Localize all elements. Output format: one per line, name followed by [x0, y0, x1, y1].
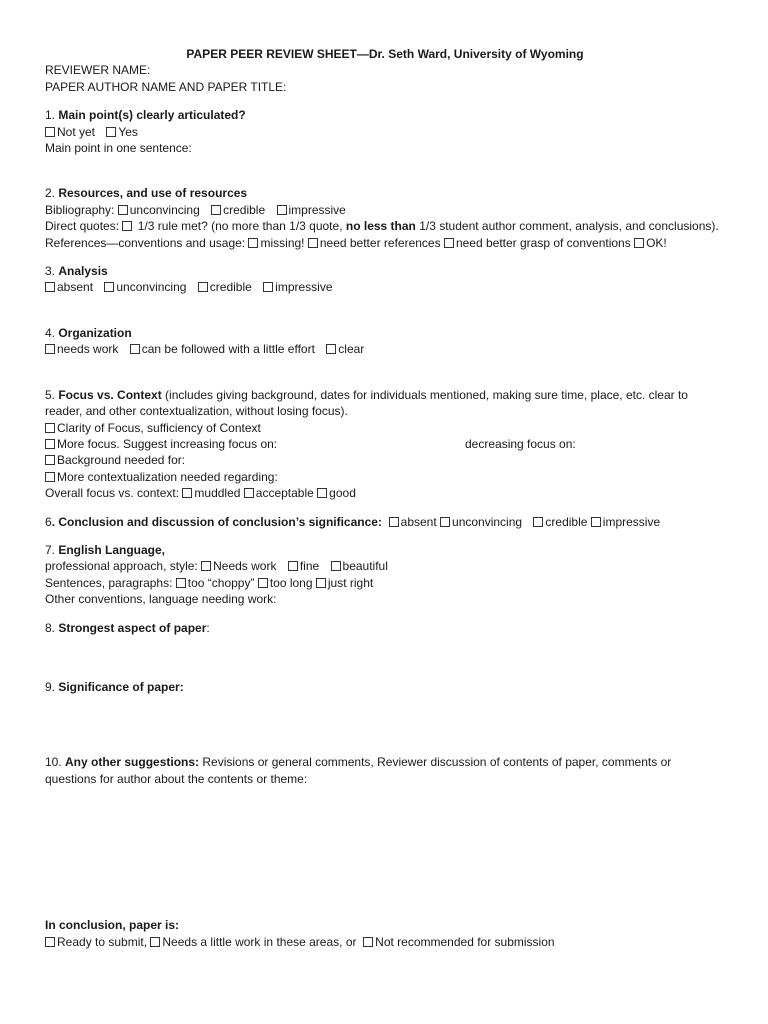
- option-unconvincing[interactable]: unconvincing: [440, 515, 522, 529]
- option-ok[interactable]: OK!: [634, 236, 667, 250]
- checkbox-icon[interactable]: [45, 282, 55, 292]
- option-needs-a-little-work[interactable]: Needs a little work in these areas, or: [150, 935, 356, 949]
- option-just-right[interactable]: just right: [316, 576, 373, 590]
- checkbox-icon[interactable]: [45, 472, 55, 482]
- direct-quotes-row: Direct quotes: 1/3 rule met? (no more than 1/3 quote, no less than 1/3 student author comment, analysis, and conclusions).: [45, 219, 719, 234]
- checkbox-icon[interactable]: [45, 439, 55, 449]
- review-sheet: [45, 46, 725, 950]
- section-4-heading: 4. Organization: [45, 325, 132, 340]
- checkbox-icon[interactable]: [363, 937, 373, 947]
- checkbox-icon[interactable]: [533, 517, 543, 527]
- option-impressive[interactable]: impressive: [277, 203, 346, 217]
- option-followed-with-effort[interactable]: can be followed with a little effort: [130, 342, 315, 356]
- checkbox-icon[interactable]: [45, 423, 55, 433]
- section-6-row: 6. Conclusion and discussion of conclusion’s significance: absent unconvincing credible impressive: [45, 514, 661, 529]
- reviewer-name-label: REVIEWER NAME:: [45, 63, 151, 78]
- section-2-heading: 2. Resources, and use of resources: [45, 186, 248, 201]
- option-need-better-references[interactable]: need better references: [308, 236, 441, 250]
- checkbox-icon[interactable]: [389, 517, 399, 527]
- option-absent[interactable]: absent: [45, 280, 93, 294]
- checkbox-icon[interactable]: [440, 517, 450, 527]
- section-1-heading: 1. Main point(s) clearly articulated?: [45, 108, 246, 123]
- checkbox-icon[interactable]: [634, 238, 644, 248]
- option-needs-work[interactable]: needs work: [45, 342, 118, 356]
- section-10-heading: 10. Any other suggestions: Revisions or general comments, Reviewer discussion of contents of paper, comments or questions for author about the contents or theme:: [45, 755, 672, 786]
- checkbox-icon[interactable]: [326, 344, 336, 354]
- contextualization-row[interactable]: More contextualization needed regarding:: [45, 469, 725, 485]
- bibliography-row: Bibliography: unconvincing credible impressive: [45, 202, 346, 217]
- author-title-label: PAPER AUTHOR NAME AND PAPER TITLE:: [45, 79, 287, 94]
- option-beautiful[interactable]: beautiful: [331, 559, 388, 573]
- checkbox-icon[interactable]: [444, 238, 454, 248]
- checkbox-icon[interactable]: [182, 488, 192, 498]
- option-ready-to-submit[interactable]: Ready to submit,: [45, 935, 147, 949]
- checkbox-icon[interactable]: [263, 282, 273, 292]
- checkbox-icon[interactable]: [106, 127, 116, 137]
- option-good[interactable]: good: [317, 486, 356, 500]
- checkbox-icon[interactable]: [45, 937, 55, 947]
- option-missing[interactable]: missing!: [248, 236, 304, 250]
- background-row[interactable]: Background needed for:: [45, 452, 725, 468]
- option-muddled[interactable]: muddled: [182, 486, 240, 500]
- checkbox-icon[interactable]: [248, 238, 258, 248]
- option-credible[interactable]: credible: [533, 515, 587, 529]
- checkbox-icon[interactable]: [316, 578, 326, 588]
- more-focus-row[interactable]: More focus. Suggest increasing focus on: decreasing focus on:: [45, 436, 725, 452]
- option-impressive[interactable]: impressive: [263, 280, 332, 294]
- clarity-row[interactable]: Clarity of Focus, sufficiency of Context: [45, 420, 725, 436]
- section-5-heading: 5. Focus vs. Context (includes giving background, dates for individuals mentioned, making sure time, place, etc. clear to reader, and other contextualization, without losing focus).: [45, 387, 688, 419]
- style-row: professional approach, style: Needs work fine beautiful: [45, 559, 388, 574]
- option-clear[interactable]: clear: [326, 342, 364, 356]
- option-absent[interactable]: absent: [389, 515, 437, 529]
- option-credible[interactable]: credible: [211, 203, 265, 217]
- checkbox-icon[interactable]: [211, 205, 221, 215]
- conclusion-heading: In conclusion, paper is:: [45, 918, 180, 933]
- checkbox-icon[interactable]: [591, 517, 601, 527]
- section-4-options: [45, 341, 725, 357]
- option-need-better-grasp[interactable]: need better grasp of conventions: [444, 236, 631, 250]
- option-too-choppy[interactable]: too “choppy”: [176, 576, 255, 590]
- checkbox-icon[interactable]: [118, 205, 128, 215]
- checkbox-icon[interactable]: [244, 488, 254, 498]
- other-conventions-label: Other conventions, language needing work:: [45, 592, 277, 607]
- option-not-recommended[interactable]: Not recommended for submission: [363, 935, 554, 949]
- option-fine[interactable]: fine: [288, 559, 319, 573]
- checkbox-icon[interactable]: [331, 561, 341, 571]
- checkbox-icon[interactable]: [277, 205, 287, 215]
- option-unconvincing[interactable]: unconvincing: [104, 280, 186, 294]
- option-too-long[interactable]: too long: [258, 576, 313, 590]
- checkbox-icon[interactable]: [198, 282, 208, 292]
- checkbox-icon[interactable]: [130, 344, 140, 354]
- checkbox-icon[interactable]: [308, 238, 318, 248]
- checkbox-icon[interactable]: [176, 578, 186, 588]
- references-row: References—conventions and usage: missing! need better references need better grasp of conventions OK!: [45, 235, 667, 250]
- checkbox-icon[interactable]: [104, 282, 114, 292]
- checkbox-icon[interactable]: [288, 561, 298, 571]
- option-unconvincing[interactable]: unconvincing: [118, 203, 200, 217]
- option-credible[interactable]: credible: [198, 280, 252, 294]
- section-7-heading: 7. English Language,: [45, 542, 166, 557]
- option-acceptable[interactable]: acceptable: [244, 486, 314, 500]
- page-title: PAPER PEER REVIEW SHEET—Dr. Seth Ward, University of Wyoming: [186, 47, 584, 61]
- option-impressive[interactable]: impressive: [591, 515, 660, 529]
- checkbox-icon[interactable]: [258, 578, 268, 588]
- main-point-prompt: Main point in one sentence:: [45, 141, 192, 156]
- section-3-options: [45, 279, 725, 295]
- option-not-yet[interactable]: Not yet: [45, 125, 95, 139]
- checkbox-icon[interactable]: [150, 937, 160, 947]
- checkbox-icon[interactable]: [45, 455, 55, 465]
- checkbox-icon[interactable]: [122, 221, 132, 231]
- section-1-options: [45, 124, 725, 140]
- sentences-row: Sentences, paragraphs: too “choppy” too long just right: [45, 575, 374, 590]
- checkbox-icon[interactable]: [201, 561, 211, 571]
- checkbox-icon[interactable]: [45, 344, 55, 354]
- section-9-heading: 9. Significance of paper:: [45, 679, 184, 694]
- section-3-heading: 3. Analysis: [45, 264, 108, 279]
- option-needs-work[interactable]: Needs work: [201, 559, 276, 573]
- checkbox-icon[interactable]: [317, 488, 327, 498]
- section-8-heading: 8. Strongest aspect of paper:: [45, 620, 210, 635]
- checkbox-icon[interactable]: [45, 127, 55, 137]
- conclusion-options: [45, 934, 725, 950]
- decreasing-focus-label: decreasing focus on:: [465, 436, 576, 451]
- overall-row: Overall focus vs. context: muddled acceptable good: [45, 486, 356, 501]
- option-yes[interactable]: Yes: [106, 125, 138, 139]
